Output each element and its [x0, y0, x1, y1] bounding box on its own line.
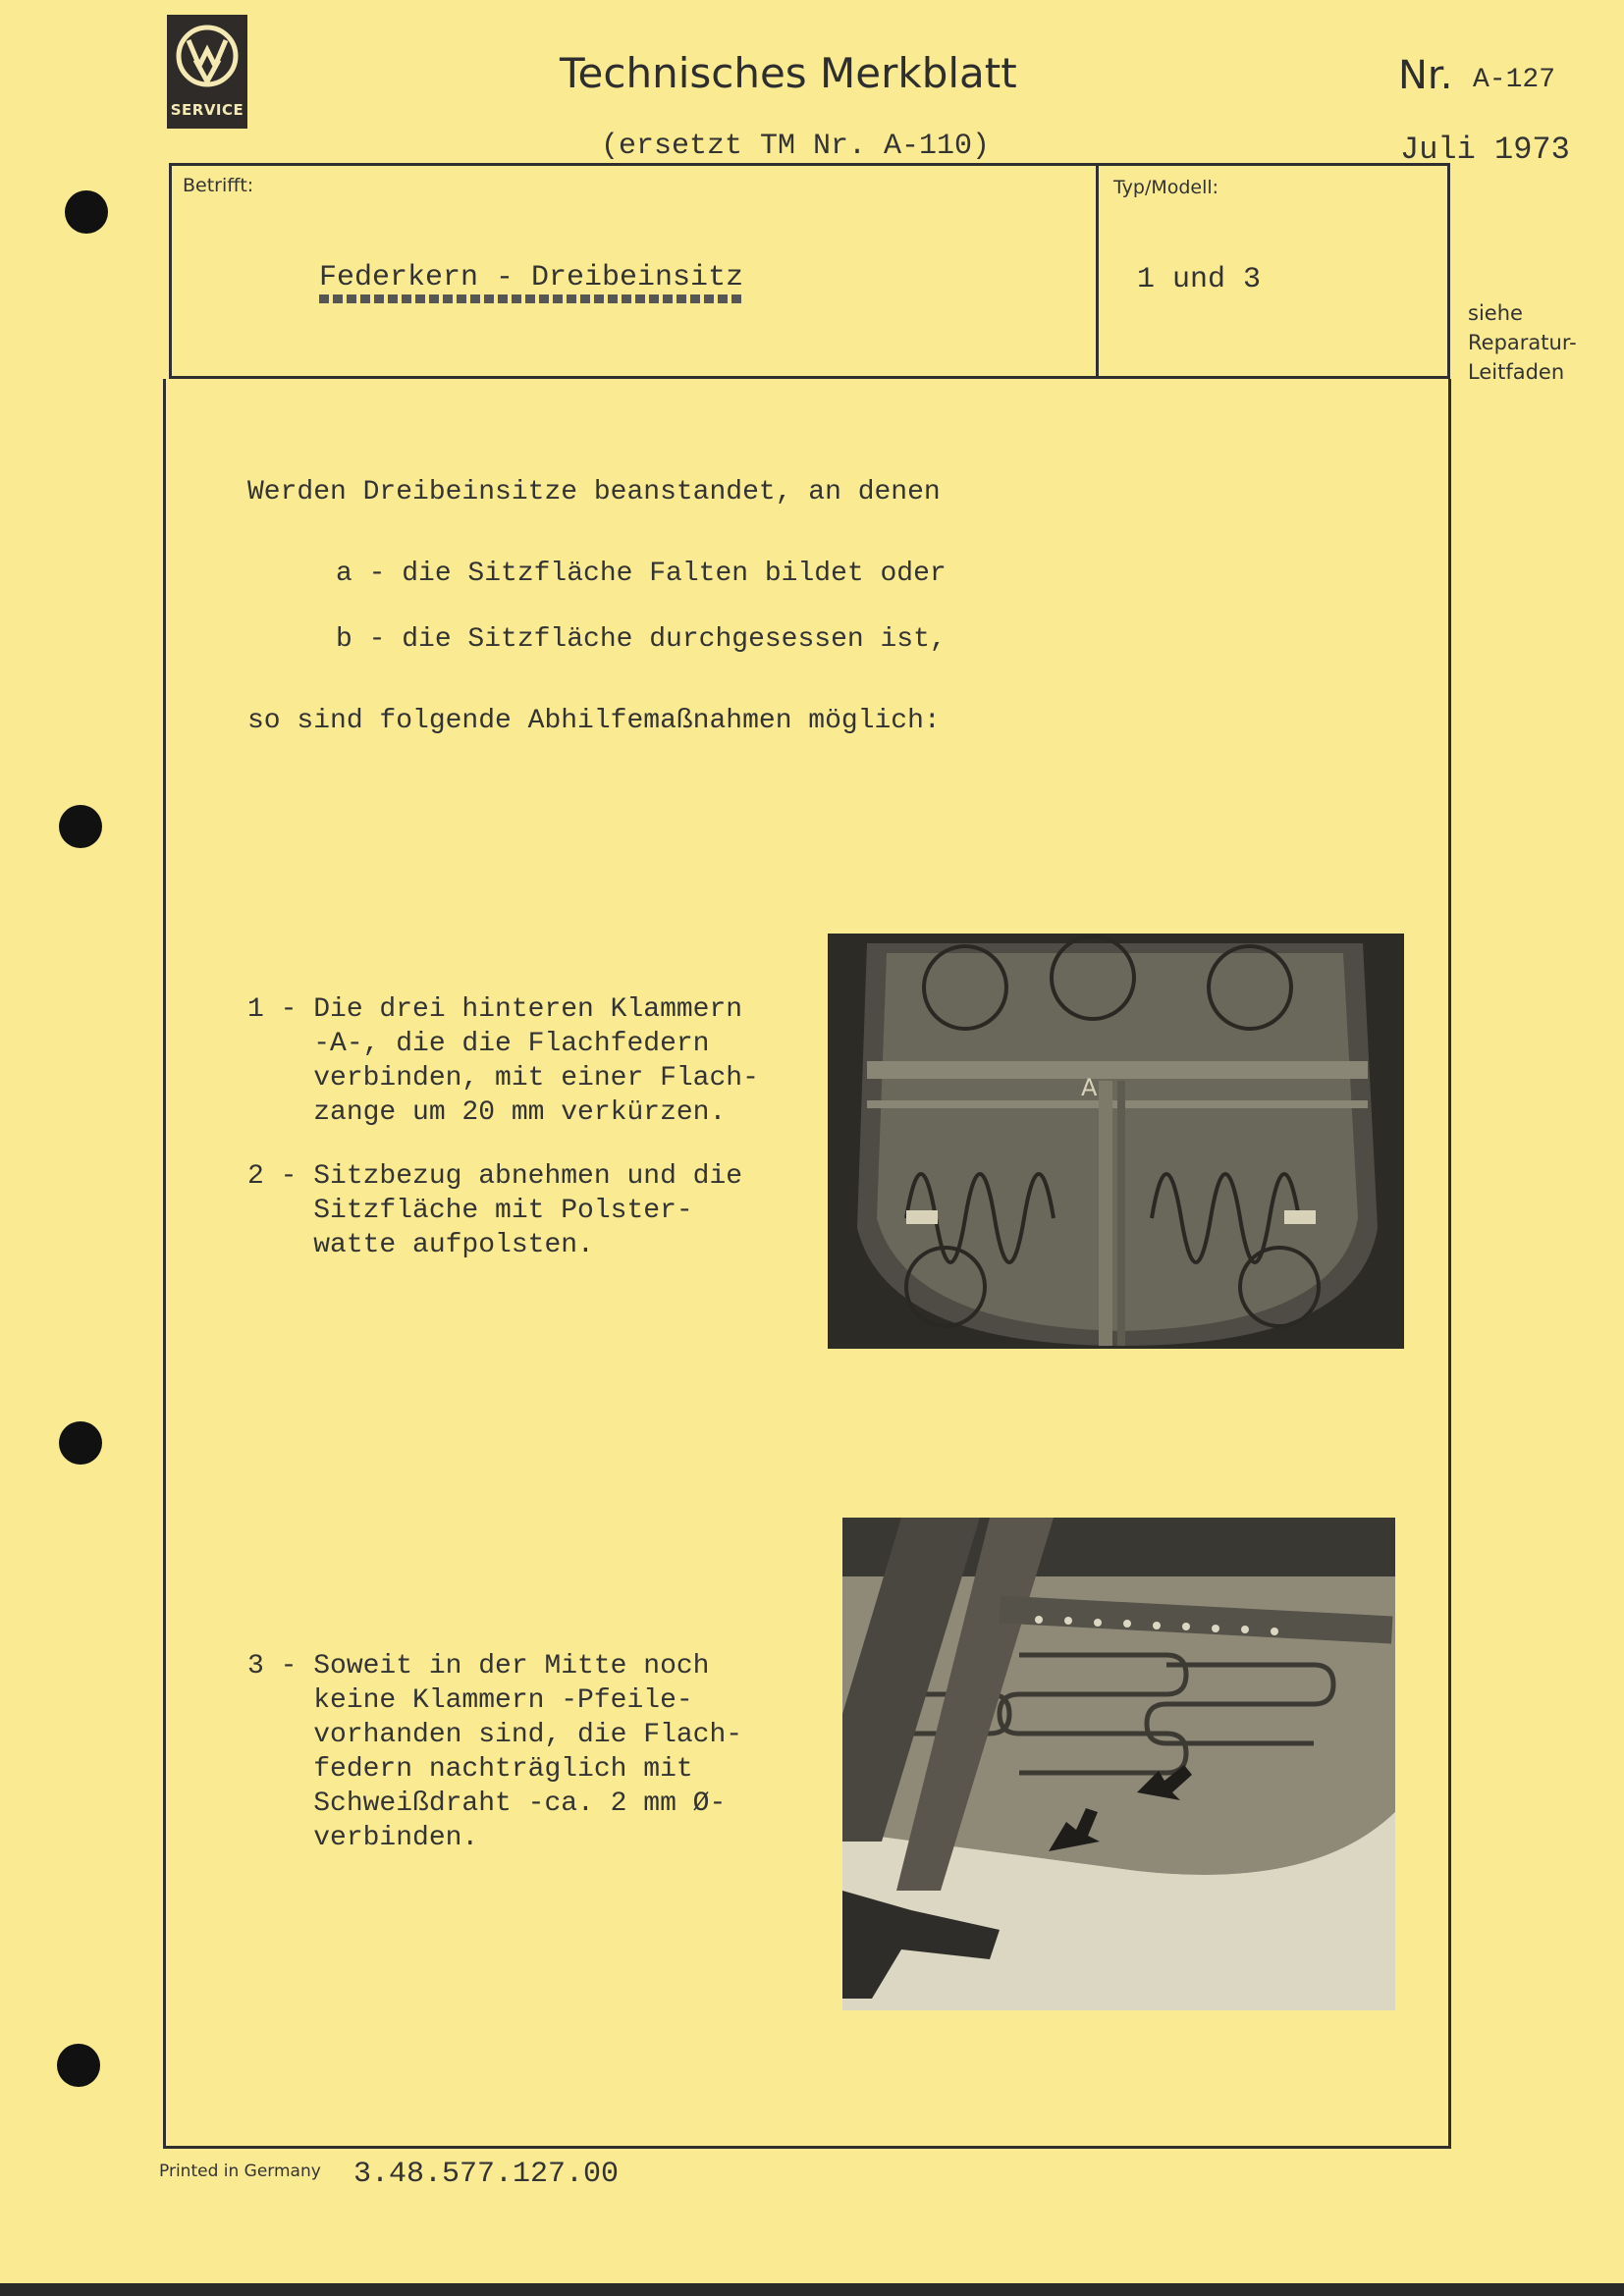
step-3 [247, 1649, 742, 1855]
model-value: 1 und 3 [1137, 263, 1262, 296]
step-line: watte aufpolsten. [247, 1230, 594, 1260]
step-line: federn nachträglich mit [247, 1754, 693, 1785]
printed-in-note: Printed in Germany [159, 2162, 321, 2181]
side-note-line: Leitfaden [1468, 360, 1565, 384]
seat-spring-photo-top [828, 934, 1404, 1349]
subject-text: Federkern - Dreibeinsitz [319, 261, 744, 294]
subject-label: Betrifft: [183, 175, 254, 196]
frame-bottom-rule [163, 2146, 1451, 2149]
vw-service-logo [167, 15, 247, 129]
replaces-note: (ersetzt TM Nr. A-110) [601, 130, 991, 163]
scan-edge [0, 2283, 1624, 2296]
intro-conclusion: so sind folgende Abhilfemaßnahmen möglich: [247, 706, 941, 736]
frame-right-rule [1448, 379, 1451, 2148]
step-line: keine Klammern -Pfeile- [247, 1685, 693, 1716]
step-line: 1 - Die drei hinteren Klammern [247, 994, 743, 1025]
step-line: 3 - Soweit in der Mitte noch [247, 1651, 710, 1682]
step-line: Sitzfläche mit Polster- [247, 1196, 693, 1226]
vw-logo-icon [176, 25, 239, 87]
box-divider [1096, 165, 1099, 377]
side-note-line: Reparatur- [1468, 331, 1577, 354]
side-note-line: siehe [1468, 301, 1523, 325]
step-line: vorhanden sind, die Flach- [247, 1720, 743, 1750]
step-1 [247, 992, 759, 1130]
logo-service-text: SERVICE [170, 101, 244, 119]
punch-hole [65, 190, 108, 234]
step-line: verbinden. [247, 1823, 479, 1853]
frame-left-rule [163, 379, 166, 2148]
step-line: Schweißdraht -ca. 2 mm Ø- [247, 1789, 727, 1819]
document-title: Technisches Merkblatt [560, 49, 1017, 97]
issue-date: Juli 1973 [1400, 132, 1570, 168]
intro-line: Werden Dreibeinsitze beanstandet, an denen [247, 477, 941, 507]
punch-hole [57, 2044, 100, 2087]
side-note [1468, 298, 1577, 387]
subject-double-underline [319, 294, 745, 303]
document-number: 3.48.577.127.00 [353, 2158, 620, 2191]
step-2 [247, 1159, 742, 1262]
model-label: Typ/Modell: [1113, 177, 1219, 198]
punch-hole [59, 805, 102, 848]
intro-item-b: b - die Sitzfläche durchgesessen ist, [336, 624, 947, 655]
intro-item-a: a - die Sitzfläche Falten bildet oder [336, 559, 947, 589]
punch-hole [59, 1421, 102, 1465]
photo-label-a: A [1081, 1074, 1098, 1101]
number-label: Nr. [1398, 53, 1453, 98]
step-line: zange um 20 mm verkürzen. [247, 1097, 727, 1128]
number-value: A-127 [1473, 65, 1556, 95]
step-line: -A-, die die Flachfedern [247, 1029, 710, 1059]
step-line: 2 - Sitzbezug abnehmen und die [247, 1161, 743, 1192]
step-line: verbinden, mit einer Flach- [247, 1063, 759, 1094]
seat-spring-photo-detail [842, 1518, 1395, 2010]
